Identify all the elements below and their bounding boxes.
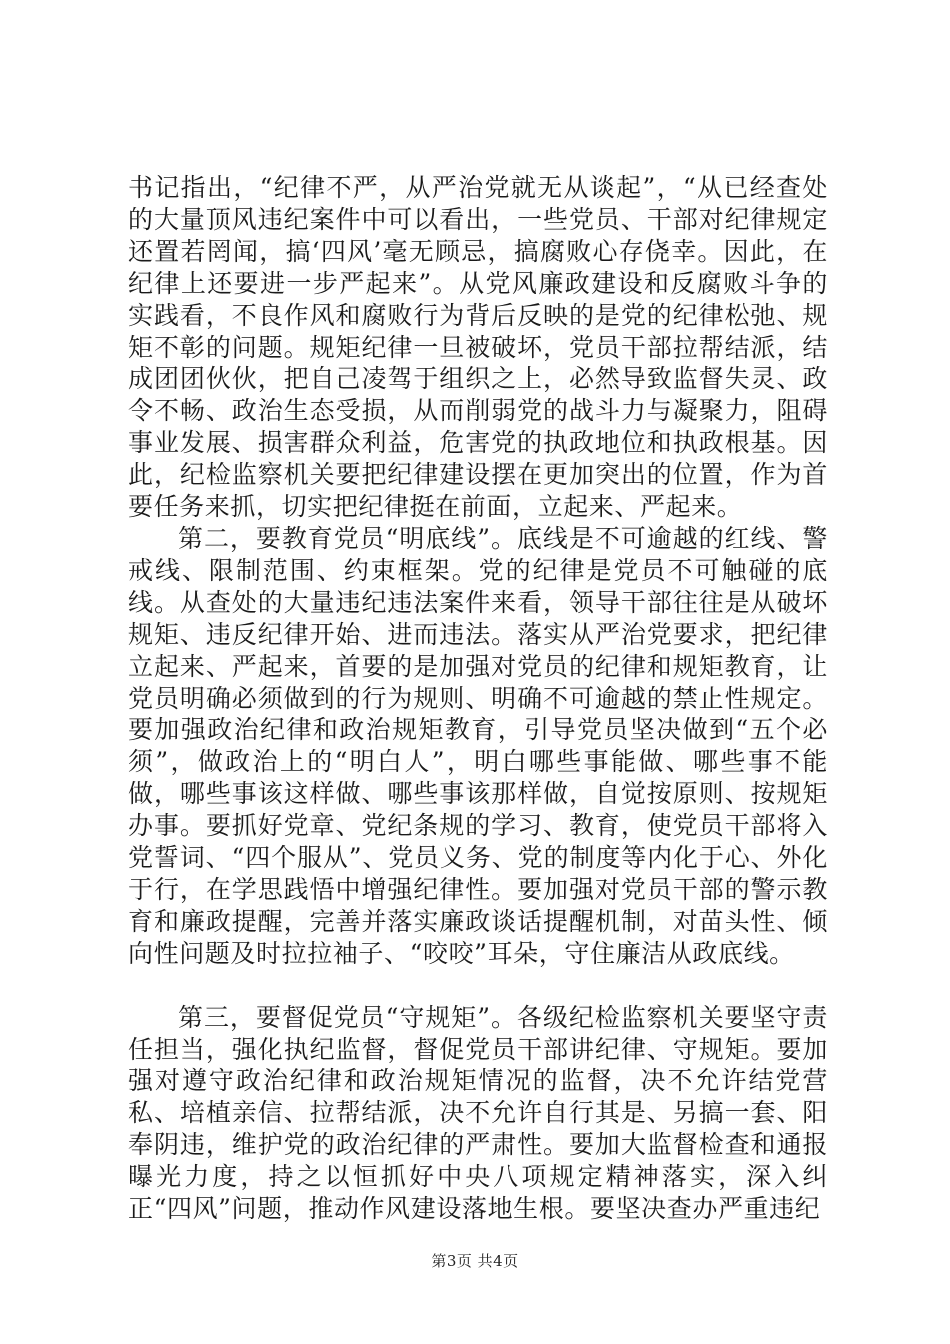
paragraph-third-point: 第三，要督促党员“守规矩”。各级纪检监察机关要坚守责任担当，强化执纪监督，督促党员干部讲纪律、守规矩。要加强对遵守政治纪律和政治规矩情况的监督，决不允许结党营私、培植亲信、拉帮结派，决不允许自行其是、另搞一套、阳奉阴违，维护党的政治纪律的严肃性。要加大监督检查和通报曝光力度，持之以恒抓好中央八项规定精神落实，深入纠正“四风”问题，推动作风建设落地生根。要坚决查办严重违纪: [128, 1002, 828, 1224]
paragraph-second-point: 第二，要教育党员“明底线”。底线是不可逾越的红线、警戒线、限制范围、约束框架。党的纪律是党员不可触碰的底线。从查处的大量违纪违法案件来看，领导干部往往是从破坏规矩、违反纪律开始、进而违法。落实从严治党要求，把纪律立起来、严起来，首要的是加强对党员的纪律和规矩教育，让党员明确必须做到的行为规则、明确不可逾越的禁止性规定。要加强政治纪律和政治规矩教育，引导党员坚决做到“五个必须”，做政治上的“明白人”，明白哪些事能做、哪些事不能做，哪些事该这样做、哪些事该那样做，自觉按原则、按规矩办事。要抓好党章、党纪条规的学习、教育，使党员干部将入党誓词、“四个服从”、党员义务、党的制度等内化于心、外化于行，在学思践悟中增强纪律性。要加强对党员干部的警示教育和廉政提醒，完善并落实廉政谈话提醒机制，对苗头性、倾向性问题及时拉拉袖子、“咬咬”耳朵，守住廉洁从政底线。: [128, 523, 828, 968]
paragraph-spacer: [128, 970, 828, 1002]
document-body: [128, 172, 828, 1225]
page-number-footer: 第3页 共4页: [431, 1252, 519, 1270]
paragraph-continuation: 书记指出，“纪律不严，从严治党就无从谈起”，“从已经查处的大量顶风违纪案件中可以看出，一些党员、干部对纪律规定还置若罔闻，搞‘四风’毫无顾忌，搞腐败心存侥幸。因此，在纪律上还要进一步严起来”。从党风廉政建设和反腐败斗争的实践看，不良作风和腐败行为背后反映的是党的纪律松弛、规矩不彰的问题。规矩纪律一旦被破坏，党员干部拉帮结派，结成团团伙伙，把自己凌驾于组织之上，必然导致监督失灵、政令不畅、政治生态受损，从而削弱党的战斗力与凝聚力，阻碍事业发展、损害群众利益，危害党的执政地位和执政根基。因此，纪检监察机关要把纪律建设摆在更加突出的位置，作为首要任务来抓，切实把纪律挺在前面，立起来、严起来。: [128, 173, 828, 522]
